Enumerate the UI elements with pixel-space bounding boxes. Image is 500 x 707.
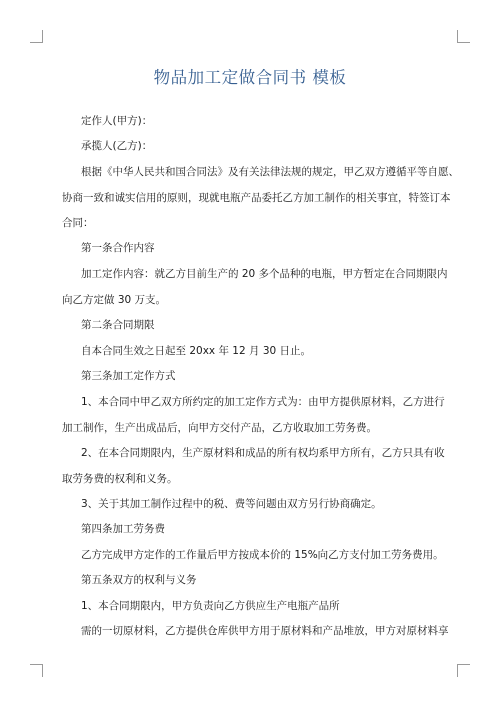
article-5-heading: 第五条双方的权利与义务 — [81, 574, 197, 586]
article-1-body: 加工定作内容：就乙方目前生产的 20 多个品种的电瓶，甲方暂定在合同期限内 向乙方定做 30 万支。 — [62, 268, 448, 306]
document-title: 物品加工定做合同书 模板 — [153, 68, 347, 87]
article-4-heading: 第四条加工劳务费 — [81, 523, 165, 535]
party-b-label: 承揽人(乙方)： — [81, 140, 153, 152]
crop-mark-bottom-left — [30, 664, 43, 677]
article-3-heading: 第三条加工定作方式 — [81, 370, 176, 382]
article-2-body: 自本合同生效之日起至 20xx 年 12 月 30 日止。 — [81, 345, 312, 357]
preamble-paragraph: 根据《中华人民共和国合同法》及有关法律法规的规定，甲乙双方遵循平等自愿、 协商一致和诚实信用的原则，现就电瓶产品委托乙方加工制作的相关事宜，特签订本 合同： — [62, 166, 459, 230]
article-3-clause-3: 3、关于其加工制作过程中的税、费等问题由双方另行协商确定。 — [81, 498, 382, 510]
crop-mark-top-right — [457, 30, 470, 43]
article-2-heading: 第二条合同期限 — [81, 319, 155, 331]
crop-mark-top-left — [30, 30, 43, 43]
article-3-clause-2: 2、在本合同期限内，生产原材料和成品的所有权均系甲方所有，乙方只具有收 取劳务费的权利和义务。 — [62, 447, 445, 485]
article-5-clause-1: 1、本合同期限内，甲方负责向乙方供应生产电瓶产品所 — [81, 600, 340, 612]
party-a-label: 定作人(甲方)： — [81, 115, 153, 127]
article-5-clause-1-continued: 需的一切原材料，乙方提供仓库供甲方用于原材料和产品堆放，甲方对原材料享 — [81, 625, 449, 637]
article-1-heading: 第一条合作内容 — [81, 242, 155, 254]
article-3-clause-1: 1、本合同中甲乙双方所约定的加工定作方式为：由甲方提供原材料，乙方进行 加工制作，生产出成品后，向甲方交付产品，乙方收取加工劳务费。 — [62, 396, 445, 434]
crop-mark-bottom-right — [457, 664, 470, 677]
article-4-body: 乙方完成甲方定作的工作量后甲方按成本价的 15%向乙方支付加工劳务费用。 — [81, 549, 444, 561]
